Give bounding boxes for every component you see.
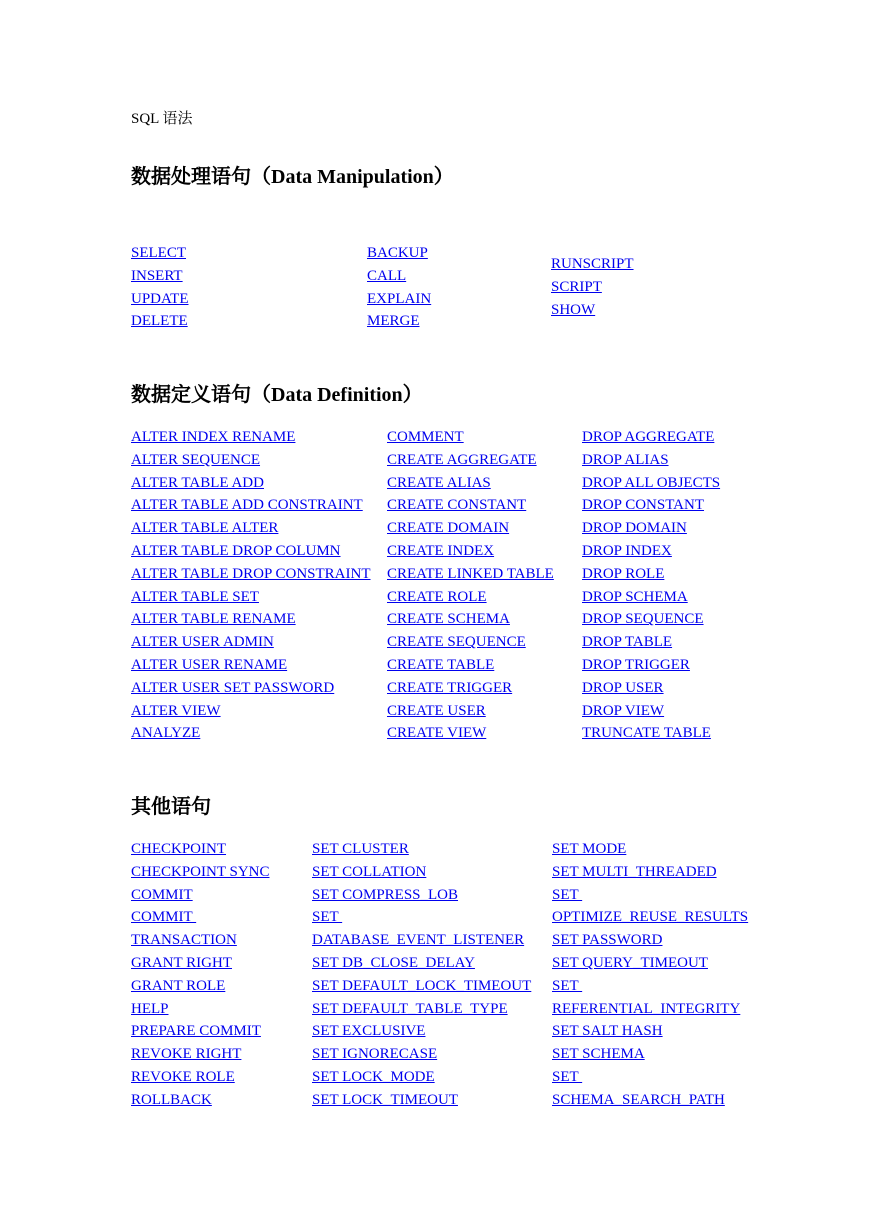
sql-link-alter-table-alter[interactable]: ALTER TABLE ALTER <box>131 520 279 537</box>
sql-link-alter-table-add[interactable]: ALTER TABLE ADD <box>131 474 264 491</box>
sql-link-set[interactable]: SET <box>552 1068 583 1085</box>
sql-link-help[interactable]: HELP <box>131 1000 169 1017</box>
sql-link-backup[interactable]: BACKUP <box>367 245 428 261</box>
sql-link-comment[interactable]: COMMENT <box>387 429 464 445</box>
sql-link-drop-sequence[interactable]: DROP SEQUENCE <box>582 611 704 628</box>
sql-link-create-user[interactable]: CREATE USER <box>387 702 486 719</box>
sql-link-referential-integrity[interactable]: REFERENTIAL_INTEGRITY <box>552 1000 741 1017</box>
sql-link-create-table[interactable]: CREATE TABLE <box>387 656 495 673</box>
dm-column-2 <box>367 242 431 333</box>
section-heading-data-definition: 数据定义语句（Data Definition） <box>131 384 423 406</box>
sql-link-delete[interactable]: DELETE <box>131 313 188 330</box>
sql-link-optimize-reuse-results[interactable]: OPTIMIZE_REUSE_RESULTS <box>552 909 749 926</box>
sql-link-insert[interactable]: INSERT <box>131 267 183 284</box>
sql-link-drop-domain[interactable]: DROP DOMAIN <box>582 520 687 537</box>
sql-link-drop-alias[interactable]: DROP ALIAS <box>582 451 669 468</box>
sql-link-drop-all-objects[interactable]: DROP ALL OBJECTS <box>582 474 721 491</box>
sql-link-commit[interactable]: COMMIT <box>131 886 193 903</box>
sql-link-create-domain[interactable]: CREATE DOMAIN <box>387 520 510 537</box>
sql-link-grant-right[interactable]: GRANT RIGHT <box>131 954 232 971</box>
sql-link-set-salt-hash[interactable]: SET SALT HASH <box>552 1023 663 1040</box>
sql-link-call[interactable]: CALL <box>367 267 407 284</box>
sql-link-grant-role[interactable]: GRANT ROLE <box>131 977 226 994</box>
sql-link-select[interactable]: SELECT <box>131 245 186 261</box>
sql-link-drop-user[interactable]: DROP USER <box>582 679 664 696</box>
sql-link-alter-table-drop-column[interactable]: ALTER TABLE DROP COLUMN <box>131 542 341 559</box>
sql-link-alter-index-rename[interactable]: ALTER INDEX RENAME <box>131 429 296 445</box>
sql-link-create-aggregate[interactable]: CREATE AGGREGATE <box>387 451 537 468</box>
sql-link-set-cluster[interactable]: SET CLUSTER <box>312 841 409 857</box>
sql-link-revoke-right[interactable]: REVOKE RIGHT <box>131 1046 242 1063</box>
sql-link-set-query-timeout[interactable]: SET QUERY_TIMEOUT <box>552 954 708 971</box>
sql-link-create-constant[interactable]: CREATE CONSTANT <box>387 497 527 514</box>
sql-link-drop-constant[interactable]: DROP CONSTANT <box>582 497 705 514</box>
sql-link-explain[interactable]: EXPLAIN <box>367 290 432 307</box>
sql-link-set-exclusive[interactable]: SET EXCLUSIVE <box>312 1023 426 1040</box>
other-column-1 <box>131 838 270 1112</box>
sql-link-drop-trigger[interactable]: DROP TRIGGER <box>582 656 690 673</box>
sql-link-commit[interactable]: COMMIT <box>131 909 197 926</box>
sql-link-checkpoint-sync[interactable]: CHECKPOINT SYNC <box>131 863 270 880</box>
sql-link-set-default-table-type[interactable]: SET DEFAULT_TABLE_TYPE <box>312 1000 508 1017</box>
sql-link-set[interactable]: SET <box>552 977 583 994</box>
sql-link-set-lock-timeout[interactable]: SET LOCK_TIMEOUT <box>312 1091 458 1108</box>
sql-link-update[interactable]: UPDATE <box>131 290 189 307</box>
other-column-2 <box>312 838 531 1112</box>
sql-link-create-linked-table[interactable]: CREATE LINKED TABLE <box>387 565 554 582</box>
sql-link-alter-user-admin[interactable]: ALTER USER ADMIN <box>131 634 274 651</box>
sql-link-set-schema[interactable]: SET SCHEMA <box>552 1046 645 1063</box>
other-column-3 <box>552 838 748 1112</box>
dd-column-2 <box>387 426 554 745</box>
sql-link-alter-user-rename[interactable]: ALTER USER RENAME <box>131 656 288 673</box>
sql-link-runscript[interactable]: RUNSCRIPT <box>551 256 634 272</box>
sql-link-create-schema[interactable]: CREATE SCHEMA <box>387 611 510 628</box>
sql-link-drop-role[interactable]: DROP ROLE <box>582 565 665 582</box>
sql-link-create-role[interactable]: CREATE ROLE <box>387 588 487 605</box>
sql-link-alter-sequence[interactable]: ALTER SEQUENCE <box>131 451 261 468</box>
sql-link-script[interactable]: SCRIPT <box>551 278 602 295</box>
sql-link-schema-search-path[interactable]: SCHEMA_SEARCH_PATH <box>552 1091 725 1108</box>
sql-link-create-sequence[interactable]: CREATE SEQUENCE <box>387 634 526 651</box>
sql-link-prepare-commit[interactable]: PREPARE COMMIT <box>131 1023 261 1040</box>
section-heading-other: 其他语句 <box>131 796 211 818</box>
sql-link-rollback[interactable]: ROLLBACK <box>131 1091 212 1108</box>
sql-link-set-ignorecase[interactable]: SET IGNORECASE <box>312 1046 438 1063</box>
sql-link-set-password[interactable]: SET PASSWORD <box>552 932 663 949</box>
sql-link-set-db-close-delay[interactable]: SET DB_CLOSE_DELAY <box>312 954 475 971</box>
sql-link-drop-table[interactable]: DROP TABLE <box>582 634 673 651</box>
sql-link-drop-view[interactable]: DROP VIEW <box>582 702 665 719</box>
sql-link-alter-table-add-constraint[interactable]: ALTER TABLE ADD CONSTRAINT <box>131 497 363 514</box>
sql-link-set-collation[interactable]: SET COLLATION <box>312 863 427 880</box>
dm-column-3 <box>551 253 634 321</box>
sql-link-alter-table-rename[interactable]: ALTER TABLE RENAME <box>131 611 296 628</box>
section-heading-data-manipulation: 数据处理语句（Data Manipulation） <box>131 166 454 188</box>
dd-column-3 <box>582 426 720 745</box>
sql-link-drop-index[interactable]: DROP INDEX <box>582 542 672 559</box>
doc-title: SQL 语法 <box>131 111 193 127</box>
sql-link-set-multi-threaded[interactable]: SET MULTI_THREADED <box>552 863 717 880</box>
sql-link-set-mode[interactable]: SET MODE <box>552 841 627 857</box>
sql-link-set-compress-lob[interactable]: SET COMPRESS_LOB <box>312 886 459 903</box>
sql-link-drop-aggregate[interactable]: DROP AGGREGATE <box>582 429 715 445</box>
sql-link-set[interactable]: SET <box>312 909 343 926</box>
sql-link-set-default-lock-timeout[interactable]: SET DEFAULT_LOCK_TIMEOUT <box>312 977 532 994</box>
sql-link-truncate-table[interactable]: TRUNCATE TABLE <box>582 725 711 742</box>
sql-link-alter-user-set-password[interactable]: ALTER USER SET PASSWORD <box>131 679 335 696</box>
sql-link-set[interactable]: SET <box>552 886 583 903</box>
sql-link-create-index[interactable]: CREATE INDEX <box>387 542 495 559</box>
sql-link-create-alias[interactable]: CREATE ALIAS <box>387 474 491 491</box>
sql-link-analyze[interactable]: ANALYZE <box>131 725 201 742</box>
sql-link-transaction[interactable]: TRANSACTION <box>131 932 237 949</box>
sql-link-create-trigger[interactable]: CREATE TRIGGER <box>387 679 513 696</box>
sql-link-create-view[interactable]: CREATE VIEW <box>387 725 487 742</box>
sql-link-drop-schema[interactable]: DROP SCHEMA <box>582 588 688 605</box>
sql-link-alter-table-set[interactable]: ALTER TABLE SET <box>131 588 259 605</box>
sql-link-alter-table-drop-constraint[interactable]: ALTER TABLE DROP CONSTRAINT <box>131 565 371 582</box>
sql-link-revoke-role[interactable]: REVOKE ROLE <box>131 1068 235 1085</box>
sql-link-merge[interactable]: MERGE <box>367 313 420 330</box>
dm-column-1 <box>131 242 189 333</box>
sql-link-set-lock-mode[interactable]: SET LOCK_MODE <box>312 1068 435 1085</box>
sql-link-alter-view[interactable]: ALTER VIEW <box>131 702 221 719</box>
dd-column-1 <box>131 426 371 745</box>
sql-link-show[interactable]: SHOW <box>551 301 596 318</box>
sql-link-database-event-listener[interactable]: DATABASE_EVENT_LISTENER <box>312 932 525 949</box>
sql-link-checkpoint[interactable]: CHECKPOINT <box>131 841 227 857</box>
